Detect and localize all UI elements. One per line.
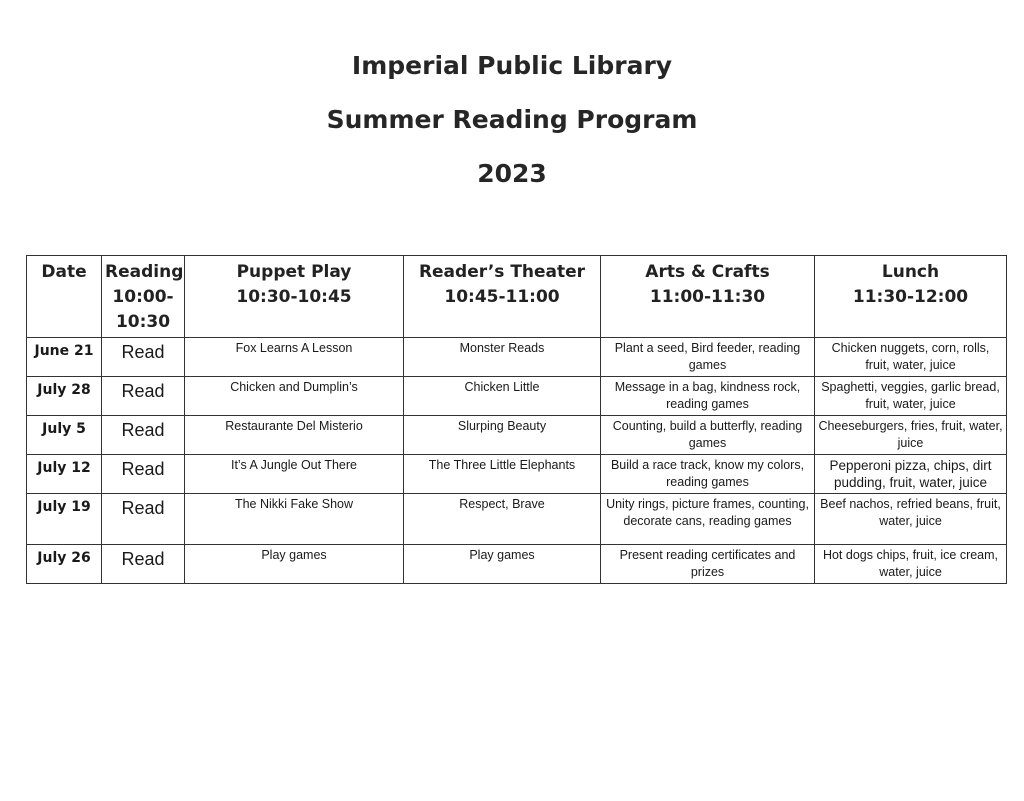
col-header-date <box>27 256 102 338</box>
cell-lunch: Hot dogs chips, fruit, ice cream, water, juice <box>815 545 1007 584</box>
cell-crafts: Unity rings, picture frames, counting, decorate cans, reading games <box>601 494 815 545</box>
col-title: Puppet Play <box>236 262 352 282</box>
library-name: Imperial Public Library <box>351 51 673 80</box>
cell-reading: Read <box>102 494 185 545</box>
col-title: Arts & Crafts <box>645 262 770 282</box>
cell-reading: Read <box>102 338 185 377</box>
cell-reading: Read <box>102 377 185 416</box>
cell-puppet: Chicken and Dumplin’s <box>185 377 404 416</box>
cell-lunch: Pepperoni pizza, chips, dirt pudding, fruit, water, juice <box>815 455 1007 494</box>
col-title: Reading <box>105 262 184 282</box>
cell-crafts: Message in a bag, kindness rock, reading games <box>601 377 815 416</box>
col-time: 10:30-10:45 <box>236 287 352 307</box>
cell-crafts: Plant a seed, Bird feeder, reading games <box>601 338 815 377</box>
col-header-lunch <box>815 256 1007 338</box>
cell-theater: Monster Reads <box>404 338 601 377</box>
cell-crafts: Build a race track, know my colors, reading games <box>601 455 815 494</box>
cell-date: June 21 <box>27 338 102 377</box>
program-year: 2023 <box>477 159 547 188</box>
cell-lunch: Spaghetti, veggies, garlic bread, fruit, water, juice <box>815 377 1007 416</box>
cell-reading: Read <box>102 545 185 584</box>
cell-lunch: Cheeseburgers, fries, fruit, water, juice <box>815 416 1007 455</box>
table-row <box>27 338 1007 377</box>
cell-reading: Read <box>102 455 185 494</box>
cell-lunch: Chicken nuggets, corn, rolls, fruit, water, juice <box>815 338 1007 377</box>
cell-date: July 12 <box>27 455 102 494</box>
col-time: 10:45-11:00 <box>444 287 560 307</box>
cell-theater: Respect, Brave <box>404 494 601 545</box>
table-row <box>27 416 1007 455</box>
program-name: Summer Reading Program <box>326 105 698 134</box>
cell-date: July 26 <box>27 545 102 584</box>
table-row <box>27 455 1007 494</box>
cell-theater: Slurping Beauty <box>404 416 601 455</box>
table-row <box>27 377 1007 416</box>
cell-crafts: Present reading certificates and prizes <box>601 545 815 584</box>
cell-puppet: Restaurante Del Misterio <box>185 416 404 455</box>
cell-lunch: Beef nachos, refried beans, fruit, water, juice <box>815 494 1007 545</box>
col-title: Date <box>41 262 87 282</box>
cell-date: July 19 <box>27 494 102 545</box>
cell-theater: The Three Little Elephants <box>404 455 601 494</box>
cell-theater: Play games <box>404 545 601 584</box>
cell-theater: Chicken Little <box>404 377 601 416</box>
cell-puppet: The Nikki Fake Show <box>185 494 404 545</box>
col-header-reading <box>102 256 185 338</box>
col-title: Lunch <box>881 262 940 282</box>
cell-date: July 5 <box>27 416 102 455</box>
col-header-puppet-play <box>185 256 404 338</box>
cell-puppet: Play games <box>185 545 404 584</box>
cell-reading: Read <box>102 416 185 455</box>
col-header-readers-theater <box>404 256 601 338</box>
col-title: Reader’s Theater <box>418 262 586 282</box>
col-header-arts-crafts <box>601 256 815 338</box>
table-row <box>27 545 1007 584</box>
cell-puppet: Fox Learns A Lesson <box>185 338 404 377</box>
cell-date: July 28 <box>27 377 102 416</box>
table-row <box>27 494 1007 545</box>
cell-crafts: Counting, build a butterfly, reading games <box>601 416 815 455</box>
col-time: 11:00-11:30 <box>649 287 766 307</box>
col-time: 10:00-10:30 <box>112 287 174 332</box>
table-header-row <box>27 256 1007 338</box>
page-title <box>0 52 1024 214</box>
schedule-table <box>26 255 1007 584</box>
col-time: 11:30-12:00 <box>852 287 969 307</box>
cell-puppet: It’s A Jungle Out There <box>185 455 404 494</box>
